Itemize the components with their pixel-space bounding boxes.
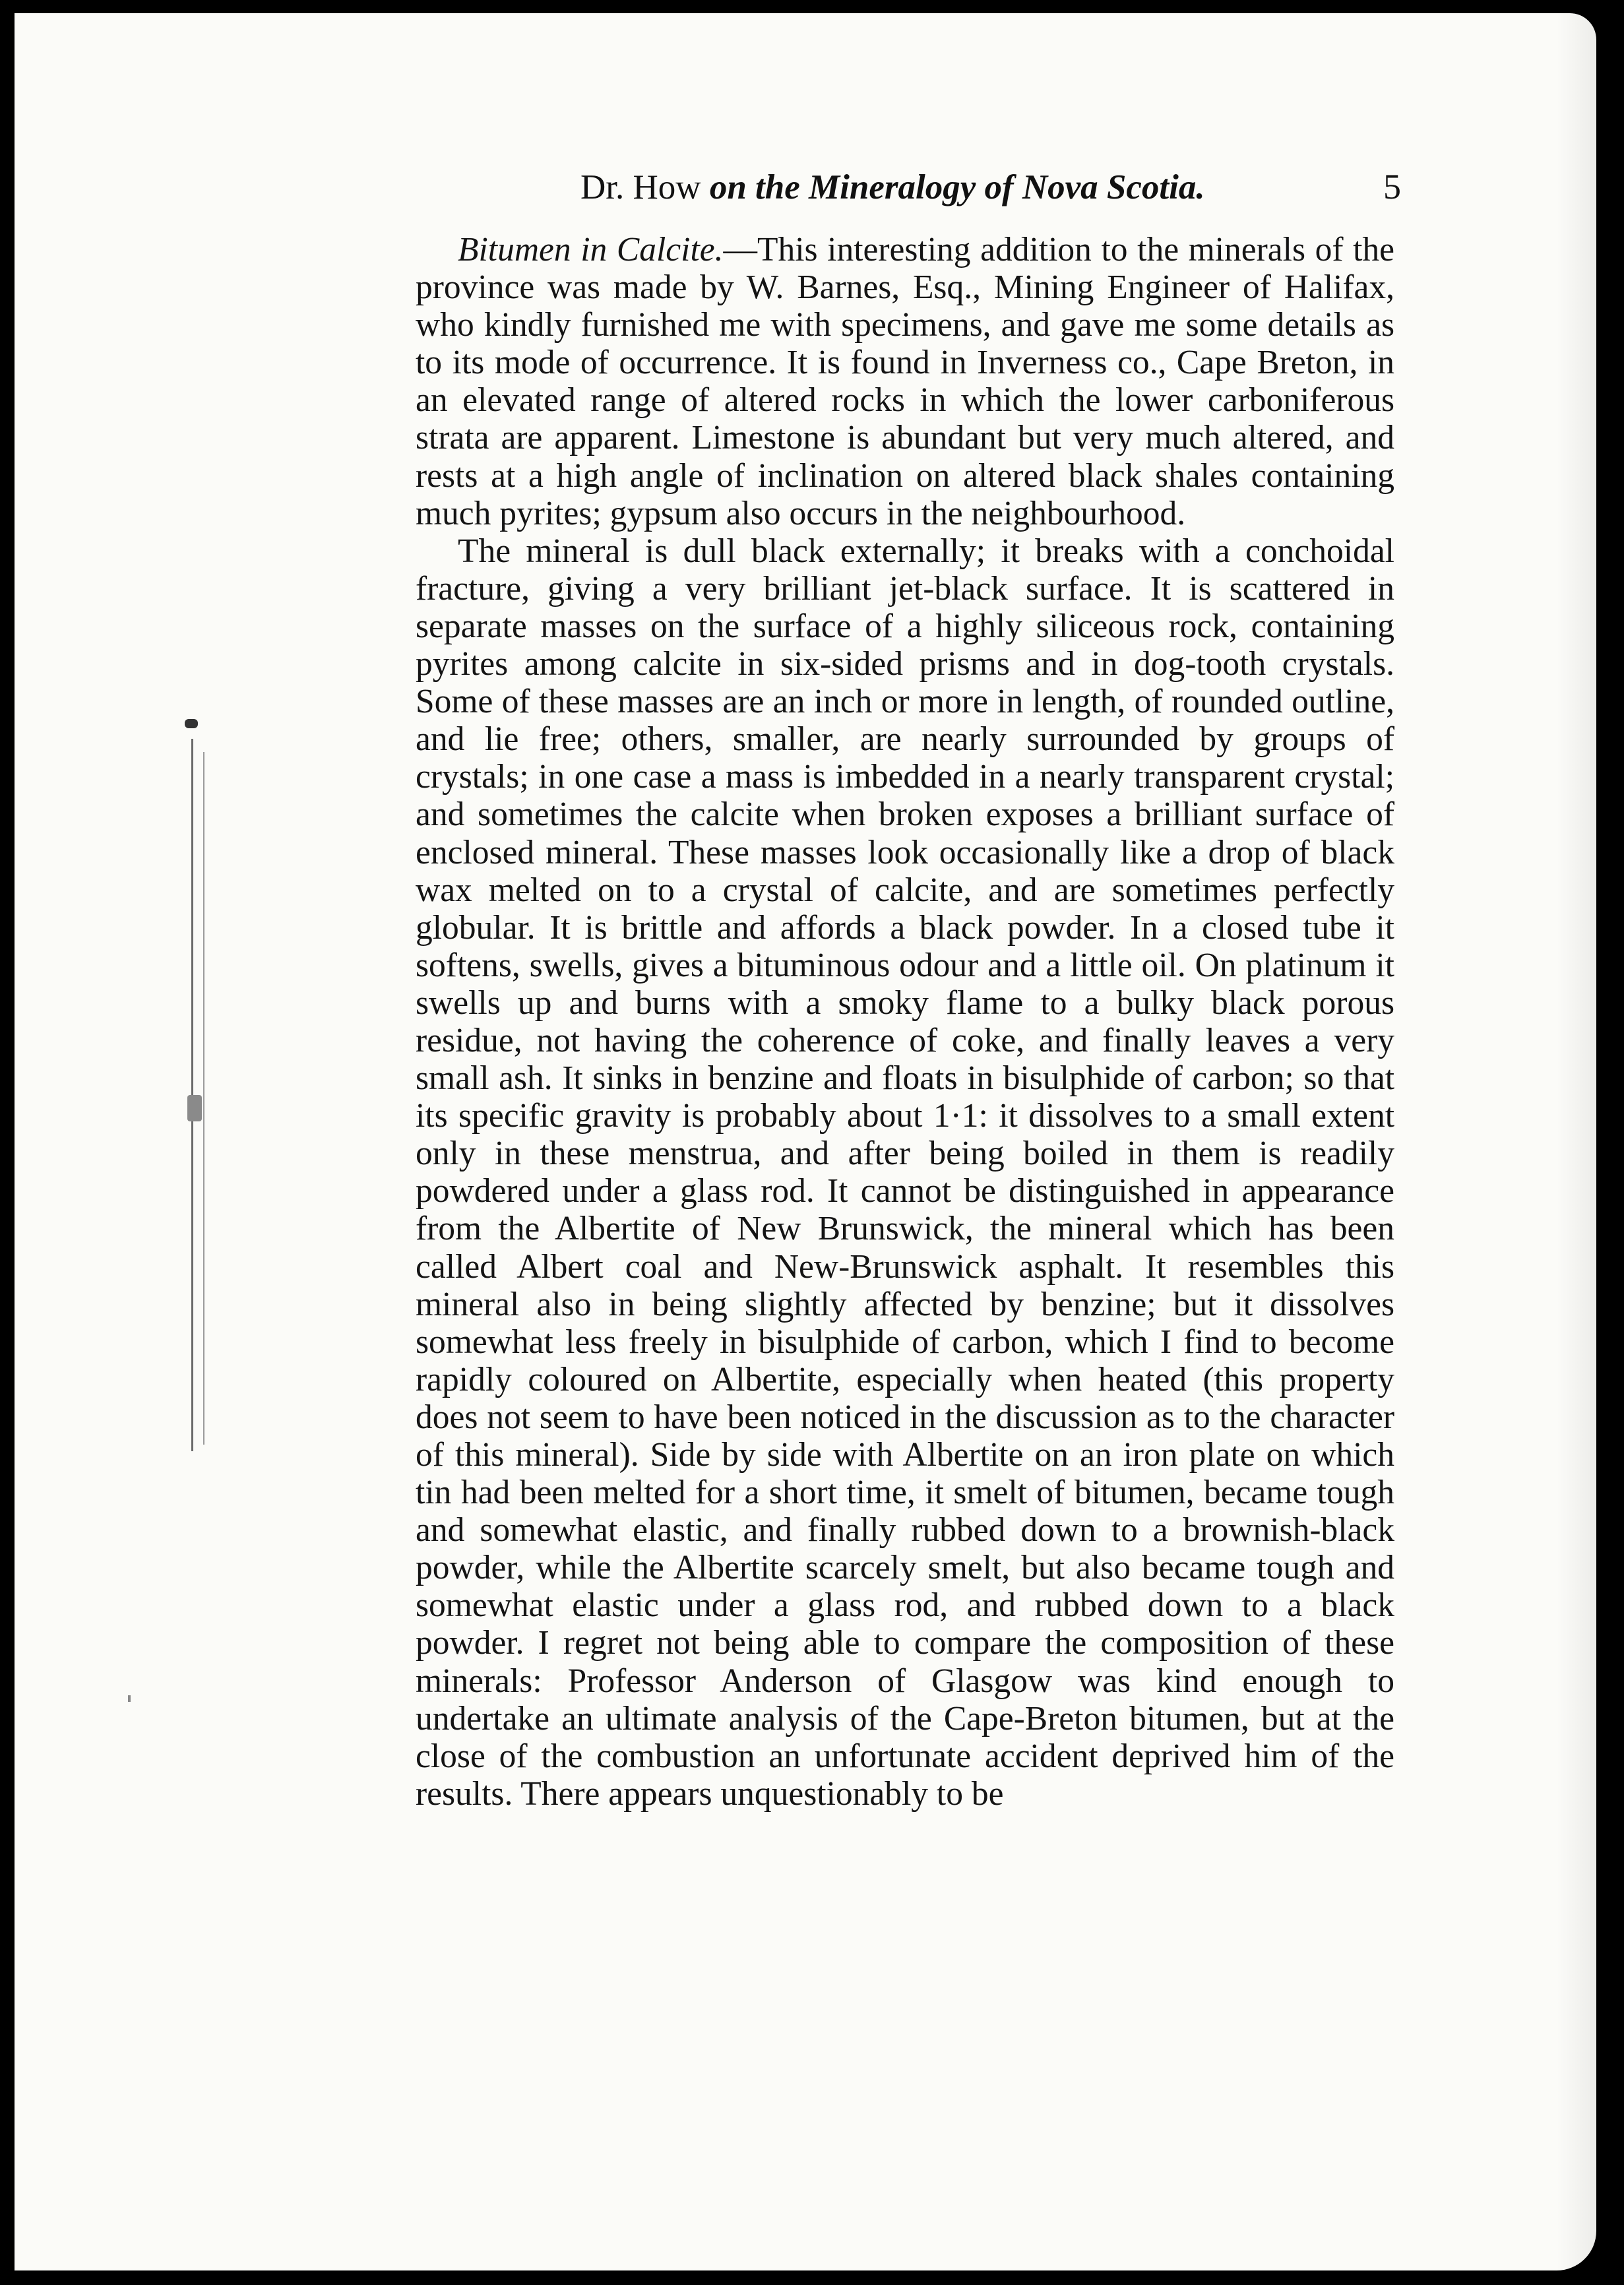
running-head-title [580,168,1205,207]
scan-speck-mark [128,1695,131,1702]
paragraph-text: The mineral is dull black externally; it breaks with a conchoidal fracture, giving a very brilliant jet-black surface. It is scattered in separate masses on the surface of a highly siliceous rock, containing pyrites among calcite in six-sided prisms and in dog-tooth crystals. Some of these masses are an inch or more in length, of rounded outline, and lie free; others, smaller, are nearly surrounded by groups of crystals; in one case a mass is imbedded in a nearly transparent crystal; and sometimes the calcite when broken exposes a brilliant surface of enclosed mineral. These masses look occasionally like a drop of black wax melted on to a crystal of calcite, and are sometimes perfectly globular. It is brittle and affords a black powder. In a closed tube it softens, swells, gives a bituminous odour and a little oil. On platinum it swells up and burns with a smoky flame to a bulky black porous residue, not having the coherence of coke, and finally leaves a very small ash. It sinks in benzine and floats in bisulphide of carbon; so that its specific gravity is probably about 1·1: it dissolves to a small extent only in these menstrua, and after being boiled in them is readily powdered under a glass rod. It cannot be distinguished in appearance from the Albertite of New Brunswick, the mineral which has been called Albert coal and New-Brunswick asphalt. It resembles this mineral also in being slightly affected by benzine; but it dissolves somewhat less freely in bisulphide of carbon, which I find to become rapidly coloured on Albertite, especially when heated (this property does not seem to have been noticed in the discussion as to the character of this mineral). Side by side with Albertite on an iron plate on which tin had been melted for a short time, it smelt of bitumen, became tough and somewhat elastic, and finally rubbed down to a brownish-black powder, while the Albertite scarcely smelt, but also became tough and somewhat elastic under a glass rod, and rubbed down to a black powder. I regret not being able to compare the composition of these minerals: Professor Anderson of Glasgow was kind enough to undertake an ultimate analysis of the Cape-Breton bitumen, but at the close of the combustion an unfortunate accident deprived him of the results. There appears unquestionably to be [416,532,1394,1813]
binding-line-mark [203,752,204,1445]
paragraph-mineral-description [416,532,1394,1813]
page-edge-shadow [1557,13,1596,2270]
binding-tick-mark [187,1095,202,1121]
page-number: 5 [1383,167,1401,206]
body-text [416,231,1394,1813]
book-page [15,13,1596,2270]
running-head [567,166,1405,212]
running-head-subject: on the Mineralogy of Nova Scotia. [709,168,1205,206]
section-run-in-heading: Bitumen in Calcite. [458,231,724,268]
binding-tick-mark [185,719,198,728]
running-head-author: Dr. How [580,168,701,206]
paragraph-bitumen-in-calcite [416,231,1394,532]
paragraph-text: —This interesting addition to the minerals of the province was made by W. Barnes, Esq., Mining Engineer of Halifax, who kindly furnished me with specimens, and gave me some details as to its mode of occurrence. It is found in Inverness co., Cape Breton, in an elevated range of altered rocks in which the lower carboniferous strata are apparent. Limestone is abundant but very much altered, and rests at a high angle of inclination on altered black shales containing much pyrites; gypsum also occurs in the neighbourhood. [416,231,1394,532]
